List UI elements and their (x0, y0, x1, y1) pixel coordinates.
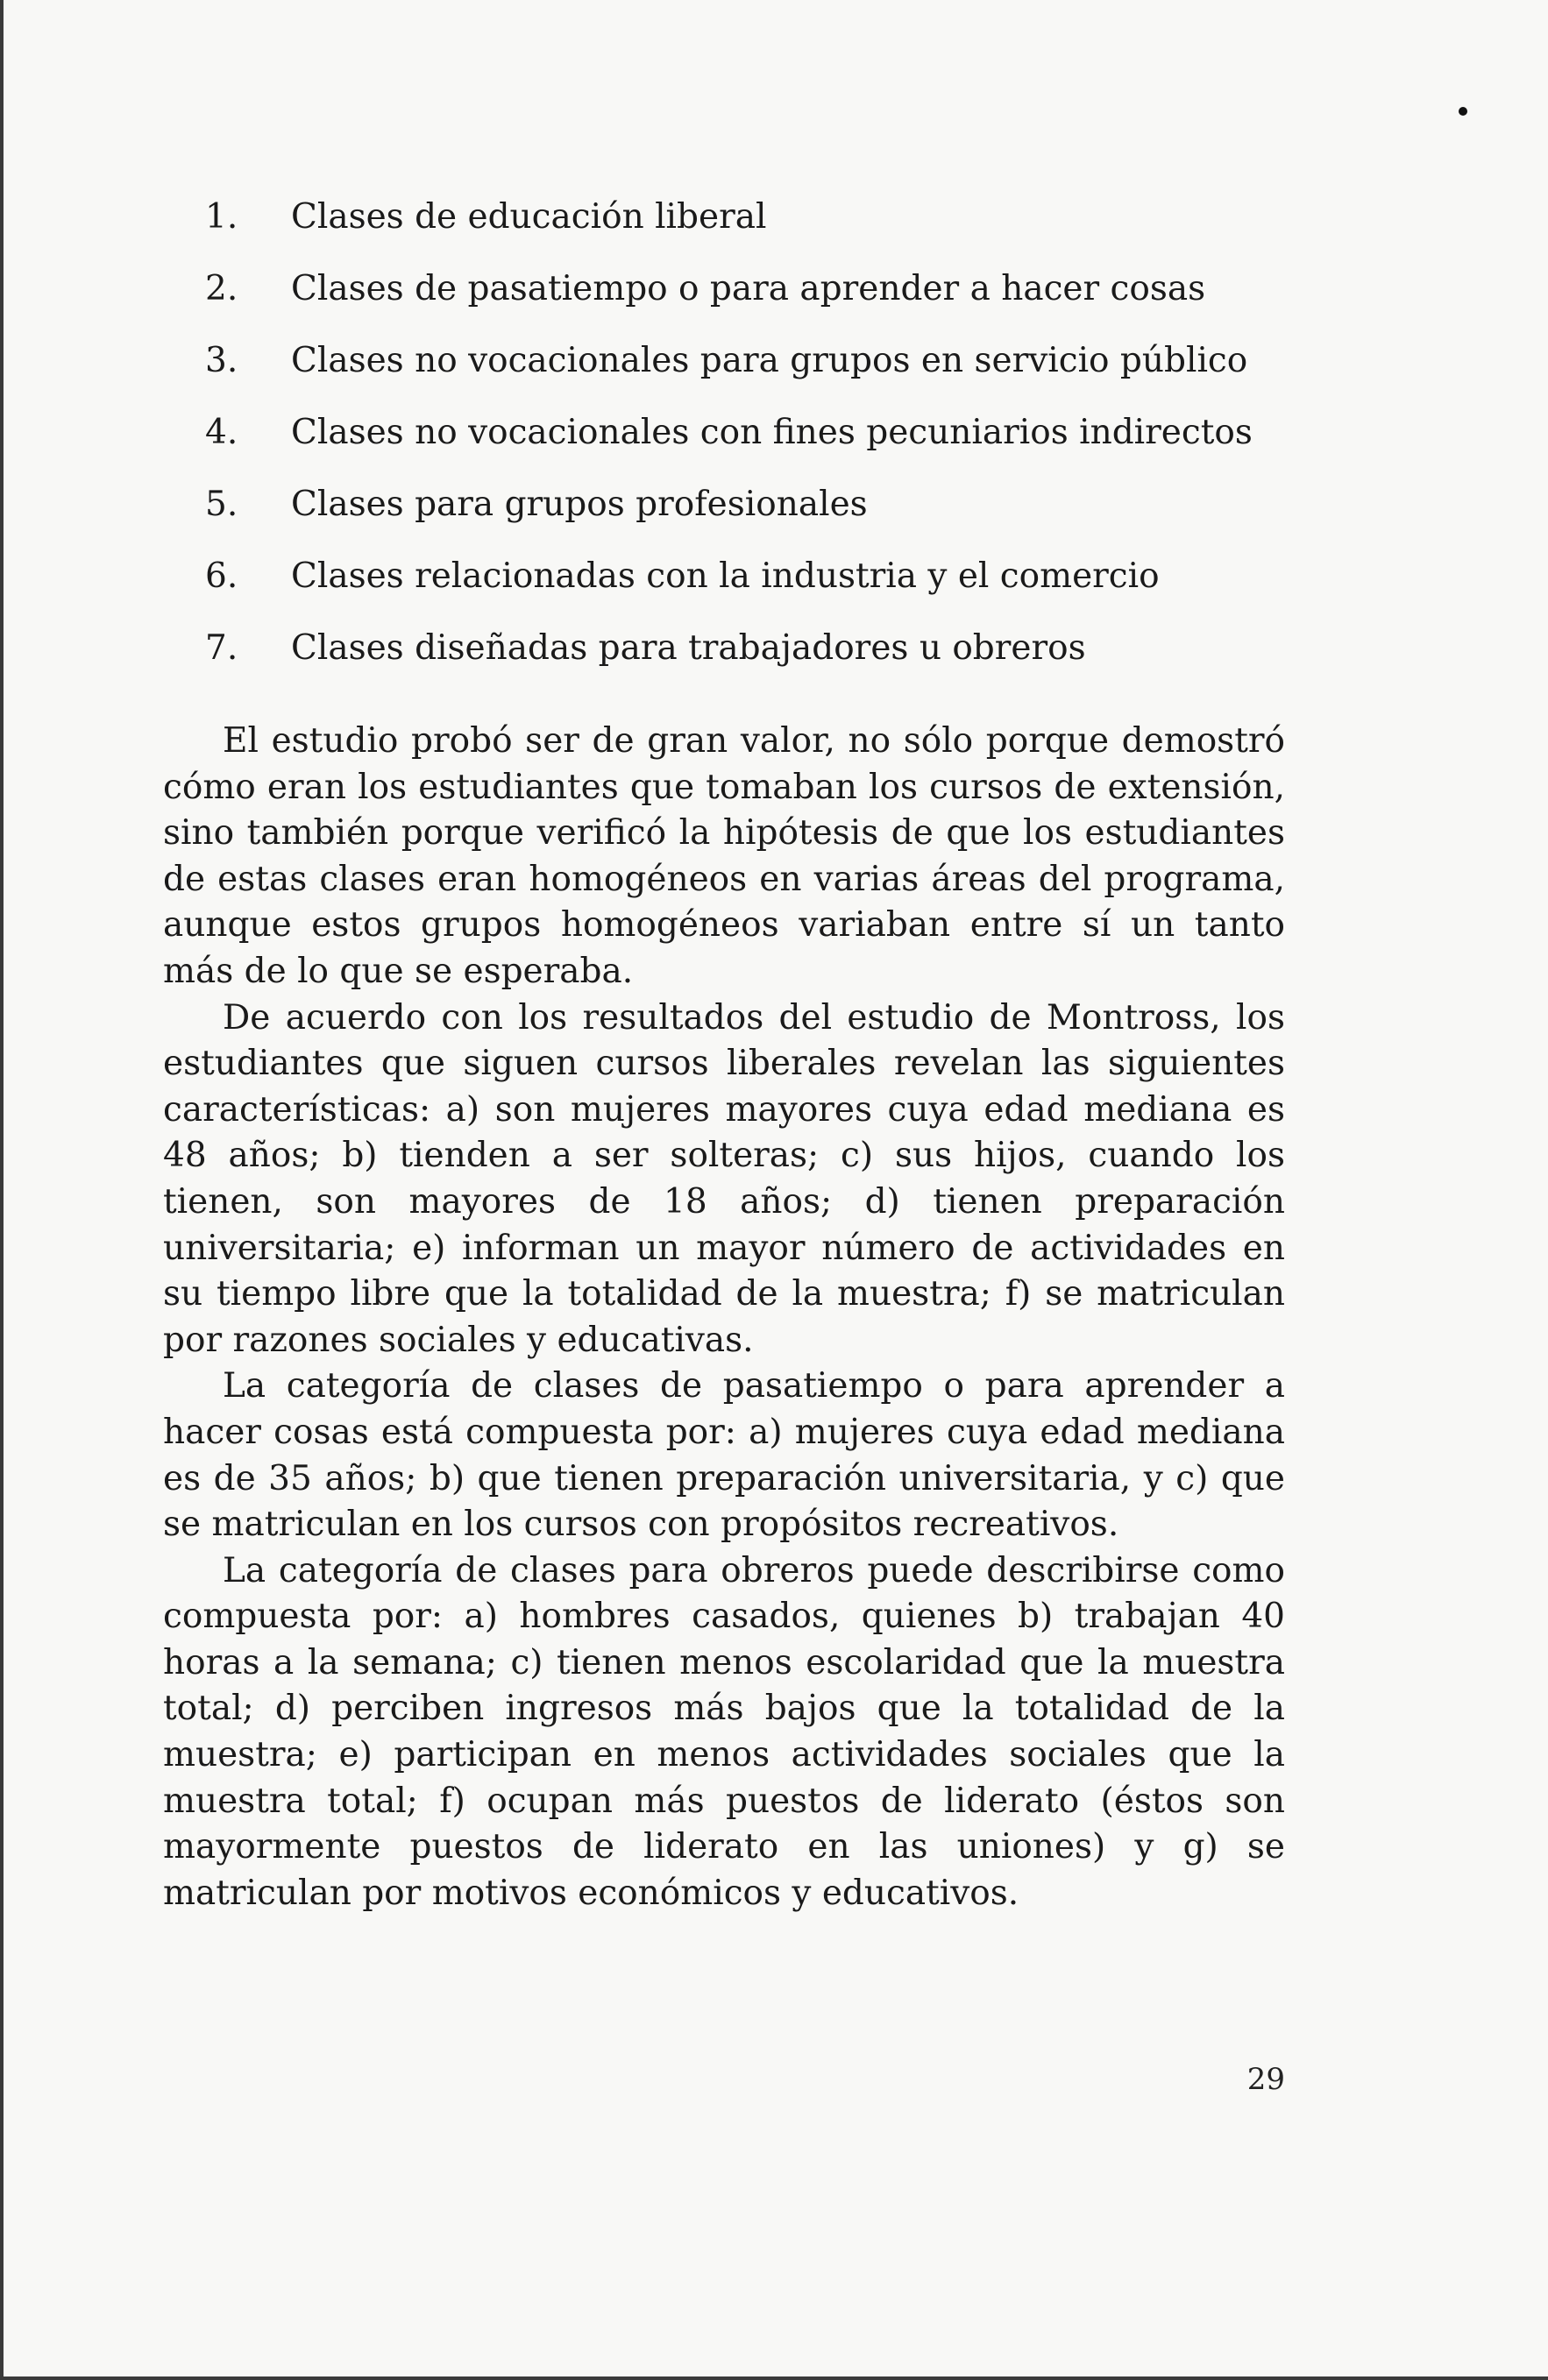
list-item (205, 480, 1345, 552)
scan-speck (1459, 107, 1467, 116)
paragraph-liberal-courses: De acuerdo con los resultados del estudio de Montross, los estudiantes que siguen cursos liberales revelan las siguientes características: a) son mujeres mayores cuya edad mediana es 48 años; b) tienden a ser solteras; c) sus hijos, cuando los tienen, son mayores de 18 años; d) tienen preparación universitaria; e) informan un mayor número de actividades en su tiempo libre que la totalidad de la muestra; f) se matriculan por razones sociales y educativas. (163, 997, 1285, 1360)
list-item-number: 3. (205, 341, 238, 380)
list-item (205, 552, 1345, 624)
list-item-text: Clases no vocacionales con fines pecuniarios indirectos (291, 413, 1253, 452)
list-item-text: Clases relacionadas con la industria y el comercio (291, 556, 1160, 596)
list-item-number: 5. (205, 485, 238, 524)
list-item (205, 265, 1345, 336)
paragraph-worker-courses: La categoría de clases para obreros puede describirse como compuesta por: a) hombres casados, quienes b) trabajan 40 horas a la semana; c) tienen menos escolaridad que la muestra total; d) perciben ingresos más bajos que la totalidad de la muestra; e) participan en menos actividades sociales que la muestra total; f) ocupan más puestos de liderato (éstos son mayormente puestos de liderato en las uniones) y g) se matriculan por motivos económicos y educativos. (163, 1550, 1285, 1913)
paragraph-study-value: El estudio probó ser de gran valor, no sólo porque demostró cómo eran los estudiantes que tomaban los cursos de extensión, sino también porque verificó la hipótesis de que los estudiantes de estas clases eran homogéneos en varias áreas del programa, aunque estos grupos homogéneos variaban entre sí un tanto más de lo que se esperaba. (163, 721, 1285, 991)
page-number: 29 (1246, 2062, 1285, 2097)
body-text (163, 719, 1285, 1916)
paragraph-hobby-courses: La categoría de clases de pasatiempo o para aprender a hacer cosas está compuesta por: a) mujeres cuya edad mediana es de 35 años; b) que tienen preparación universitaria, y c) que se matriculan en los cursos con propósitos recreativos. (163, 1366, 1285, 1545)
list-item-text: Clases de educación liberal (291, 197, 767, 237)
list-item (205, 624, 1345, 696)
list-item (205, 336, 1345, 408)
list-item (205, 408, 1345, 480)
list-item-number: 2. (205, 269, 238, 308)
list-item-text: Clases para grupos profesionales (291, 485, 868, 524)
list-item-text: Clases diseñadas para trabajadores u obreros (291, 628, 1086, 668)
course-category-list (205, 193, 1345, 696)
list-item-number: 7. (205, 628, 238, 668)
list-item-number: 6. (205, 556, 238, 596)
list-item-text: Clases no vocacionales para grupos en servicio público (291, 341, 1248, 380)
list-item-number: 1. (205, 197, 238, 237)
list-item-number: 4. (205, 413, 238, 452)
list-item (205, 193, 1345, 265)
list-item-text: Clases de pasatiempo o para aprender a hacer cosas (291, 269, 1206, 308)
